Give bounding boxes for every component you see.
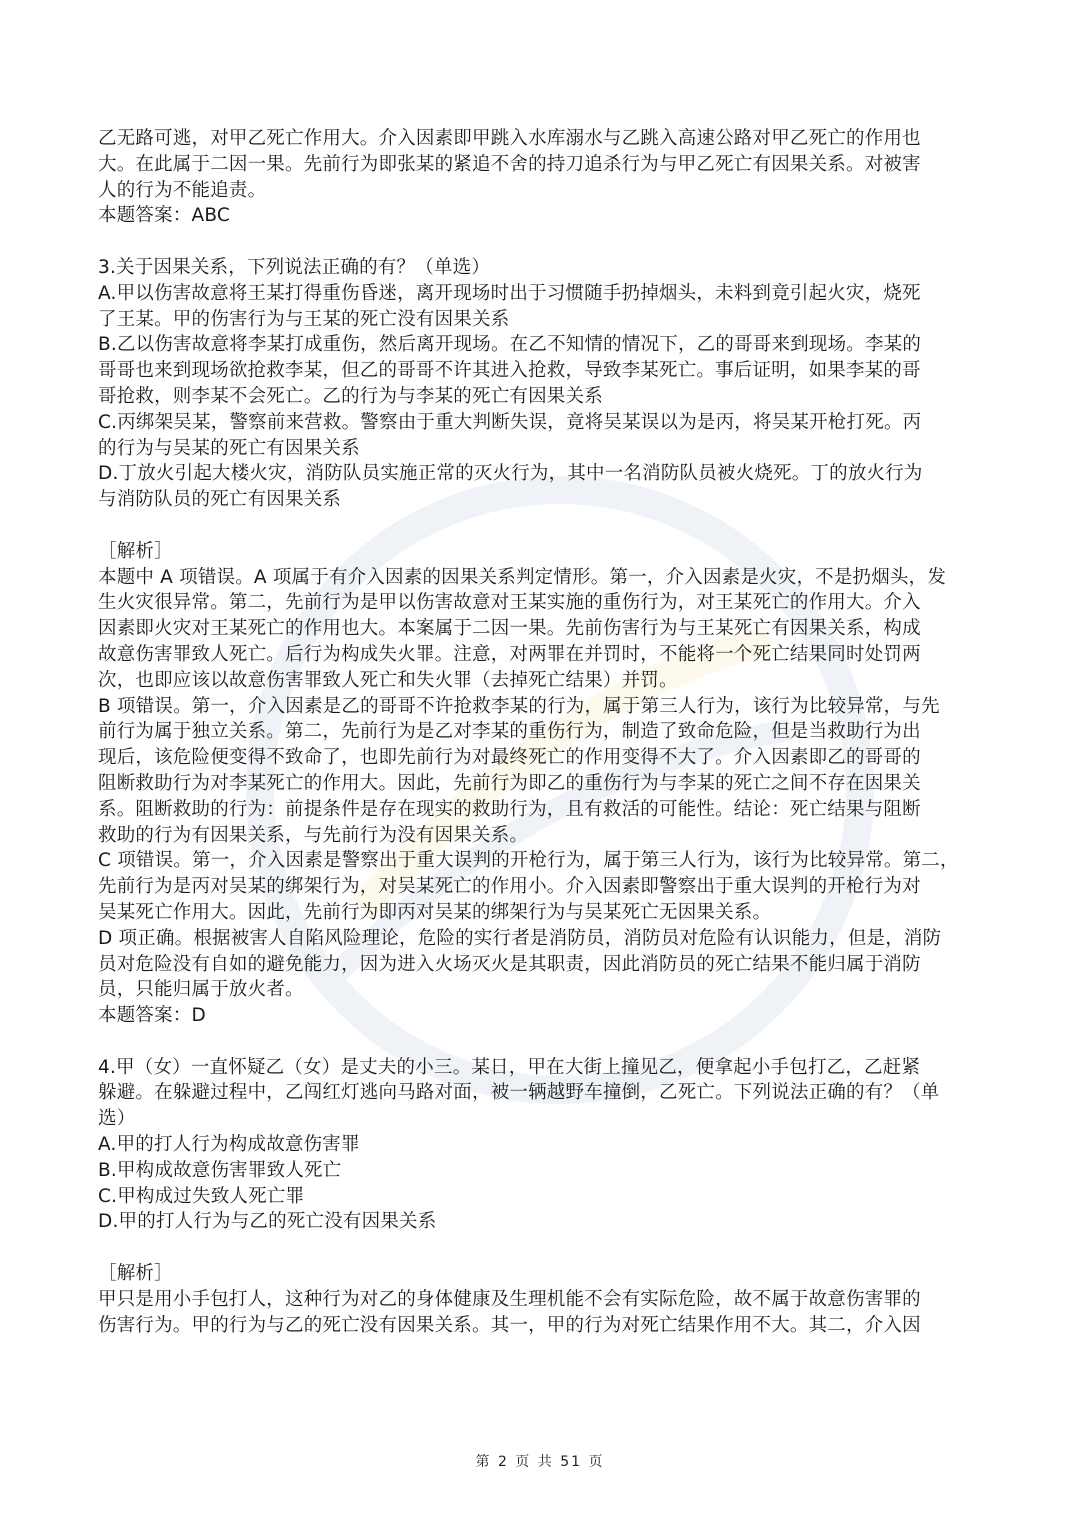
text-line: 次，也即应该以故意伤害罪致人死亡和失火罪（去掉死亡结果）并罚。 <box>98 669 678 691</box>
text-line: 哥抢救，则李某不会死亡。乙的行为与李某的死亡有因果关系 <box>98 385 603 407</box>
blank-line <box>98 1029 982 1055</box>
text-line: 大。在此属于二因一果。先前行为即张某的紧追不舍的持刀追杀行为与甲乙死亡有因果关系。对被害 <box>98 153 921 175</box>
text-line: D.甲的打人行为与乙的死亡没有因果关系 <box>98 1211 437 1233</box>
blank-line <box>98 1235 982 1261</box>
text-line: 阻断救助行为对李某死亡的作用大。因此，先前行为即乙的重伤行为与李某的死亡之间不存在因果关 <box>98 772 921 794</box>
text-line: A.甲以伤害故意将王某打得重伤昏迷，离开现场时出于习惯随手扔掉烟头，未料到竟引起火灾，烧死 <box>98 282 921 304</box>
text-line: 本题中 A 项错误。A 项属于有介入因素的因果关系判定情形。第一，介入因素是火灾，不是扔烟头，发 <box>98 566 947 588</box>
text-line: 哥哥也来到现场欲抢救李某，但乙的哥哥不许其进入抢救，导致李某死亡。事后证明，如果李某的哥 <box>98 360 921 382</box>
text-line: 故意伤害罪致人死亡。后行为构成失火罪。注意，对两罪在并罚时，不能将一个死亡结果同时处罚两 <box>98 643 921 665</box>
blank-line <box>98 229 982 255</box>
text-line: 前行为属于独立关系。第二，先前行为是乙对李某的重伤行为，制造了致命危险，但是当救助行为出 <box>98 721 921 743</box>
text-line: 了王某。甲的伤害行为与王某的死亡没有因果关系 <box>98 308 510 330</box>
document-body <box>98 126 982 1338</box>
page-footer: 第 2 页 共 51 页 <box>475 1454 605 1470</box>
text-line: C 项错误。第一，介入因素是警察出于重大误判的开枪行为，属于第三人行为，该行为比较异常。第二， <box>98 850 959 872</box>
text-line: C.甲构成过失致人死亡罪 <box>98 1185 305 1207</box>
text-line: 伤害行为。甲的行为与乙的死亡没有因果关系。其一，甲的行为对死亡结果作用不大。其二，介入因 <box>98 1314 921 1336</box>
text-line: 的行为与吴某的死亡有因果关系 <box>98 437 360 459</box>
text-line: 与消防队员的死亡有因果关系 <box>98 489 342 511</box>
text-line: D 项正确。根据被害人自陷风险理论，危险的实行者是消防员，消防员对危险有认识能力，但是，消防 <box>98 927 942 949</box>
text-line: 救助的行为有因果关系，与先前行为没有因果关系。 <box>98 824 529 846</box>
text-line: 先前行为是丙对吴某的绑架行为，对吴某死亡的作用小。介入因素即警察出于重大误判的开枪行为对 <box>98 876 921 898</box>
text-line: ［解析］ <box>98 540 173 562</box>
text-line: 因素即火灾对王某死亡的作用也大。本案属于二因一果。先前伤害行为与王某死亡有因果关系，构成 <box>98 618 921 640</box>
text-line: 本题答案：ABC <box>98 205 231 227</box>
text-line: 员，只能归属于放火者。 <box>98 979 304 1001</box>
text-line: 系。阻断救助的行为：前提条件是存在现实的救助行为，且有救活的可能性。结论：死亡结果与阻断 <box>98 798 921 820</box>
text-line: 躲避。在躲避过程中，乙闯红灯逃向马路对面，被一辆越野车撞倒，乙死亡。下列说法正确的有？（单 <box>98 1082 940 1104</box>
text-line: 选） <box>98 1108 136 1130</box>
text-line: 4.甲（女）一直怀疑乙（女）是丈夫的小三。某日，甲在大街上撞见乙，便拿起小手包打乙，乙赶紧 <box>98 1056 921 1078</box>
text-line: 生火灾很异常。第二，先前行为是甲以伤害故意对王某实施的重伤行为，对王某死亡的作用大。介入 <box>98 592 921 614</box>
blank-line <box>98 513 982 539</box>
text-line: A.甲的打人行为构成故意伤害罪 <box>98 1134 360 1156</box>
text-line: B 项错误。第一，介入因素是乙的哥哥不许抢救李某的行为，属于第三人行为，该行为比较异常，与先 <box>98 695 940 717</box>
text-line: C.丙绑架吴某，警察前来营救。警察由于重大判断失误，竟将吴某误以为是丙，将吴某开枪打死。丙 <box>98 411 922 433</box>
text-line: D.丁放火引起大楼火灾，消防队员实施正常的灭火行为，其中一名消防队员被火烧死。丁的放火行为 <box>98 463 923 485</box>
text-line: ［解析］ <box>98 1263 173 1285</box>
text-line: B.乙以伤害故意将李某打成重伤，然后离开现场。在乙不知情的情况下，乙的哥哥来到现场。李某的 <box>98 334 922 356</box>
text-line: 乙无路可逃，对甲乙死亡作用大。介入因素即甲跳入水库溺水与乙跳入高速公路对甲乙死亡的作用也 <box>98 128 921 149</box>
text-line: 甲只是用小手包打人，这种行为对乙的身体健康及生理机能不会有实际危险，故不属于故意伤害罪的 <box>98 1288 921 1310</box>
text-line: 现后，该危险便变得不致命了，也即先前行为对最终死亡的作用变得不大了。介入因素即乙的哥哥的 <box>98 747 921 769</box>
text-line: 人的行为不能追责。 <box>98 179 267 201</box>
text-line: 员对危险没有自如的避免能力，因为进入火场灭火是其职责，因此消防员的死亡结果不能归属于消防 <box>98 953 921 975</box>
text-line: 3.关于因果关系，下列说法正确的有？（单选） <box>98 256 491 278</box>
text-line: 吴某死亡作用大。因此，先前行为即丙对吴某的绑架行为与吴某死亡无因果关系。 <box>98 901 772 923</box>
text-line: 本题答案：D <box>98 1005 206 1027</box>
text-line: B.甲构成故意伤害罪致人死亡 <box>98 1159 342 1181</box>
